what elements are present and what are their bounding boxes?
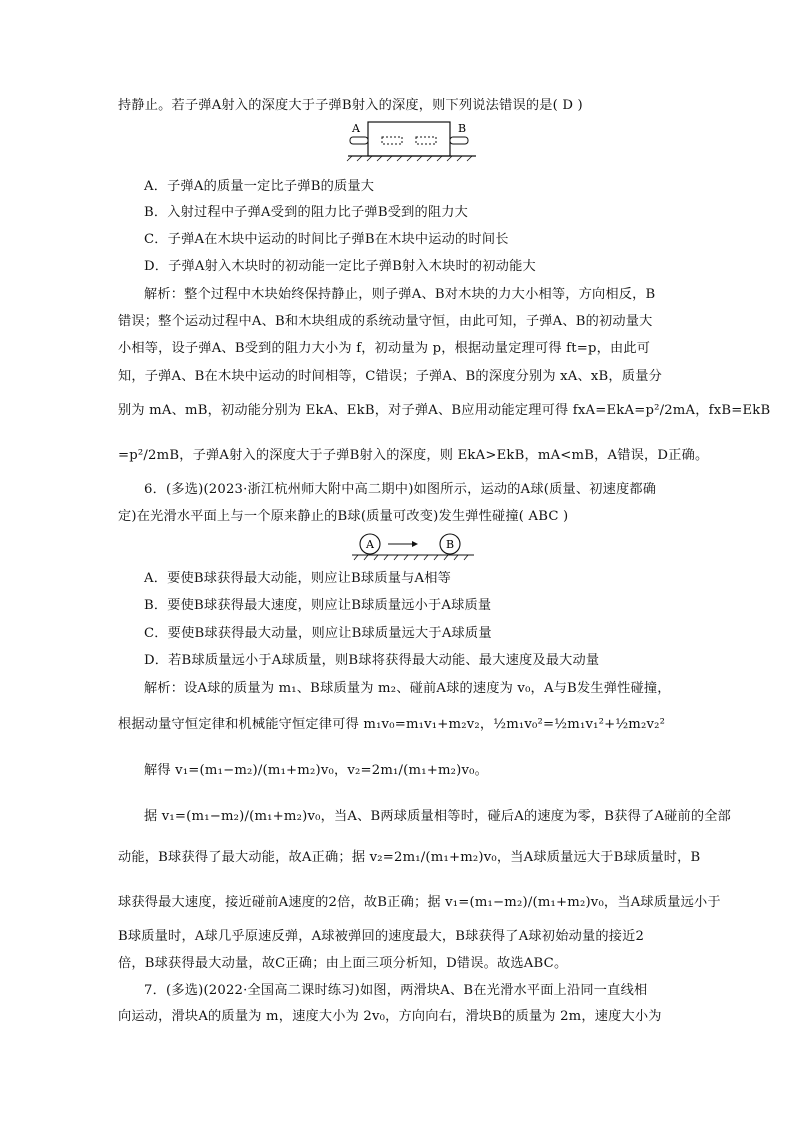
analysis-line: 根据动量守恒定律和机械能守恒定律可得 m₁v₀=m₁v₁+m₂v₂，½m₁v₀²=½m₁v₁²+½m₂v₂² [118, 717, 666, 732]
question-6-line: 定)在光滑水平面上与一个原来静止的B球(质量可改变)发生弹性碰撞( ABC ) [118, 509, 569, 524]
option-d: D．若B球质量远小于A球质量，则B球将获得最大动能、最大速度及最大动量 [144, 653, 600, 668]
option-b: B．入射过程中子弹A受到的阻力比子弹B受到的阻力大 [144, 205, 469, 220]
analysis-line: B球质量时，A球几乎原速反弹，A球被弹回的速度最大，B球获得了A球初始动量的接近2 [118, 929, 645, 944]
question-6-line: 6．(多选)(2023·浙江杭州师大附中高二期中)如图所示，运动的A球(质量、初速度都确 [144, 482, 657, 497]
text-line: 持静止。若子弹A射入的深度大于子弹B射入的深度，则下列说法错误的是( D ) [118, 98, 583, 113]
option-a: A．子弹A的质量一定比子弹B的质量大 [144, 179, 375, 194]
wood-block [368, 122, 450, 156]
analysis-line: 小相等，设子弹A、B受到的阻力大小为 f，初动量为 p，根据动量定理可得 ft=p，由此可 [118, 341, 651, 356]
analysis-line: 别为 mA、mB，初动能分别为 EkA、EkB，对子弹A、B应用动能定理可得 fxA=EkA=p²/2mA，fxB=EkB [118, 403, 771, 418]
collision-balls-figure [348, 532, 476, 562]
ground-hatch [347, 156, 472, 161]
figure-label-a: A [352, 122, 360, 135]
analysis-line: =p²/2mB，子弹A射入的深度大于子弹B射入的深度，则 EkA>EkB，mA<mB，A错误，D正确。 [118, 448, 709, 463]
analysis-line: 据 v₁=(m₁−m₂)/(m₁+m₂)v₀，当A、B两球质量相等时，碰后A的速度为零，B获得了A碰前的全部 [144, 809, 732, 824]
ball-b-label: B [446, 538, 455, 551]
option-d: D．子弹A射入木块时的初动能一定比子弹B射入木块时的初动能大 [144, 259, 536, 274]
analysis-line: 错误；整个运动过程中A、B和木块组成的系统动量守恒，由此可知，子弹A、B的初动量大 [118, 314, 653, 329]
option-c: C．要使B球获得最大动量，则应让B球质量远大于A球质量 [144, 626, 492, 641]
analysis-line: 动能，B球获得了最大动能，故A正确；据 v₂=2m₁/(m₁+m₂)v₀，当A球质量远大于B球质量时，B [118, 850, 701, 865]
analysis-line: 知，子弹A、B在木块中运动的时间相等，C错误；子弹A、B的深度分别为 xA、xB，质量分 [118, 369, 662, 384]
option-c: C．子弹A在木块中运动的时间比子弹B在木块中运动的时间长 [144, 232, 509, 247]
question-7-line: 7．(多选)(2022·全国高二课时练习)如图，两滑块A、B在光滑水平面上沿同一直线相 [144, 983, 648, 998]
block-bullet-figure [334, 120, 484, 162]
bullet-a [350, 137, 368, 144]
analysis-line: 解析：设A球的质量为 m₁、B球质量为 m₂、碰前A球的速度为 v₀，A与B发生弹性碰撞， [144, 681, 671, 696]
analysis-line: 倍，B球获得最大动量，故C正确；由上面三项分析知，D错误。故选ABC。 [118, 956, 568, 971]
ball-a-label: A [366, 538, 374, 551]
surface-hatch [354, 555, 468, 560]
option-a: A．要使B球获得最大动能，则应让B球质量与A相等 [144, 571, 451, 586]
option-b: B．要使B球获得最大速度，则应让B球质量远小于A球质量 [144, 598, 492, 613]
figure-label-b: B [458, 122, 467, 135]
question-7-line: 向运动，滑块A的质量为 m，速度大小为 2v₀，方向向右，滑块B的质量为 2m，速度大小为 [118, 1009, 662, 1024]
analysis-line: 球获得最大速度，接近碰前A速度的2倍，故B正确；据 v₁=(m₁−m₂)/(m₁+m₂)v₀，当A球质量远小于 [118, 895, 721, 910]
analysis-line: 解得 v₁=(m₁−m₂)/(m₁+m₂)v₀，v₂=2m₁/(m₁+m₂)v₀。 [144, 763, 489, 778]
bullet-b [450, 137, 468, 144]
arrow-head-icon [412, 541, 418, 547]
analysis-line: 解析：整个过程中木块始终保持静止，则子弹A、B对木块的力大小相等，方向相反，B [144, 287, 656, 302]
